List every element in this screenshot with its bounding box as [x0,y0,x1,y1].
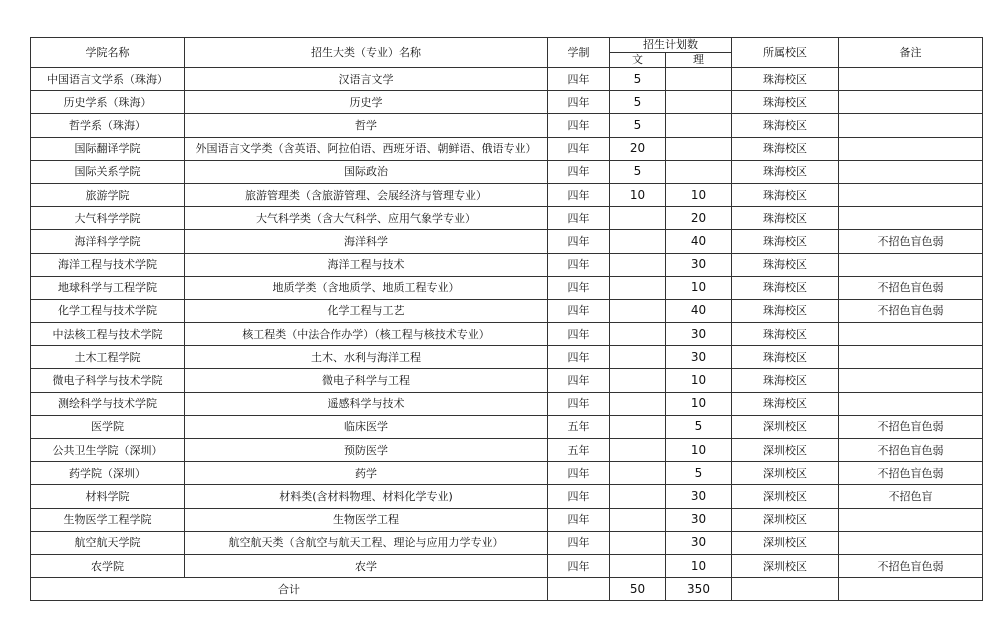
cell-duration: 四年 [548,508,610,531]
cell-arts [610,485,666,508]
table-row [31,299,983,322]
table-row [31,253,983,276]
cell-note: 不招色盲 [839,485,983,508]
cell-campus: 珠海校区 [732,299,839,322]
header-college: 学院名称 [31,38,185,68]
total-row [31,578,983,601]
cell-major: 遥感科学与技术 [185,392,548,415]
cell-major: 土木、水利与海洋工程 [185,346,548,369]
cell-duration: 四年 [548,68,610,91]
cell-science: 5 [666,415,732,438]
total-campus-empty [732,578,839,601]
table-row [31,114,983,137]
cell-science: 30 [666,531,732,554]
header-duration: 学制 [548,38,610,68]
cell-note [839,392,983,415]
cell-note [839,531,983,554]
total-note-empty [839,578,983,601]
cell-note: 不招色盲色弱 [839,276,983,299]
cell-college: 测绘科学与技术学院 [31,392,185,415]
cell-campus: 珠海校区 [732,392,839,415]
cell-arts: 20 [610,137,666,160]
cell-campus: 珠海校区 [732,91,839,114]
cell-duration: 四年 [548,554,610,577]
cell-major: 药学 [185,462,548,485]
cell-college: 地球科学与工程学院 [31,276,185,299]
cell-campus: 珠海校区 [732,68,839,91]
cell-college: 海洋工程与技术学院 [31,253,185,276]
cell-note [839,68,983,91]
cell-arts [610,299,666,322]
cell-duration: 四年 [548,299,610,322]
cell-campus: 珠海校区 [732,183,839,206]
table-row [31,68,983,91]
cell-campus: 深圳校区 [732,531,839,554]
cell-college: 中法核工程与技术学院 [31,323,185,346]
cell-college: 土木工程学院 [31,346,185,369]
cell-duration: 四年 [548,207,610,230]
table-row [31,346,983,369]
cell-arts [610,392,666,415]
total-arts: 50 [610,578,666,601]
cell-note [839,114,983,137]
cell-major: 生物医学工程 [185,508,548,531]
table-row [31,531,983,554]
cell-duration: 四年 [548,114,610,137]
cell-campus: 珠海校区 [732,137,839,160]
cell-college: 大气科学学院 [31,207,185,230]
table-row [31,369,983,392]
cell-duration: 五年 [548,439,610,462]
cell-campus: 深圳校区 [732,508,839,531]
header-major: 招生大类（专业）名称 [185,38,548,68]
table-row [31,323,983,346]
cell-note [839,137,983,160]
cell-campus: 珠海校区 [732,276,839,299]
cell-science [666,114,732,137]
table-row [31,508,983,531]
table-row [31,137,983,160]
cell-major: 外国语言文学类（含英语、阿拉伯语、西班牙语、朝鲜语、俄语专业） [185,137,548,160]
cell-note [839,160,983,183]
table-row [31,485,983,508]
cell-major: 海洋科学 [185,230,548,253]
cell-arts: 5 [610,114,666,137]
cell-note [839,91,983,114]
header-science: 理 [666,53,732,68]
cell-note: 不招色盲色弱 [839,230,983,253]
cell-major: 化学工程与工艺 [185,299,548,322]
cell-science: 5 [666,462,732,485]
cell-college: 医学院 [31,415,185,438]
cell-note [839,183,983,206]
cell-arts [610,415,666,438]
cell-arts [610,462,666,485]
table-row [31,230,983,253]
table-row [31,183,983,206]
cell-arts [610,207,666,230]
table-row [31,439,983,462]
cell-college: 中国语言文学系（珠海） [31,68,185,91]
table-row [31,462,983,485]
cell-note [839,508,983,531]
cell-science: 10 [666,554,732,577]
cell-arts: 5 [610,91,666,114]
table-row [31,415,983,438]
cell-science [666,160,732,183]
cell-major: 地质学类（含地质学、地质工程专业） [185,276,548,299]
cell-major: 航空航天类（含航空与航天工程、理论与应用力学专业） [185,531,548,554]
cell-science [666,91,732,114]
total-label: 合计 [31,578,548,601]
cell-major: 农学 [185,554,548,577]
cell-duration: 四年 [548,346,610,369]
cell-note [839,346,983,369]
cell-campus: 珠海校区 [732,346,839,369]
cell-note: 不招色盲色弱 [839,462,983,485]
cell-college: 生物医学工程学院 [31,508,185,531]
cell-campus: 深圳校区 [732,415,839,438]
cell-college: 国际翻译学院 [31,137,185,160]
cell-duration: 四年 [548,392,610,415]
cell-major: 临床医学 [185,415,548,438]
cell-college: 农学院 [31,554,185,577]
cell-note: 不招色盲色弱 [839,415,983,438]
cell-duration: 四年 [548,230,610,253]
cell-science: 30 [666,253,732,276]
cell-duration: 四年 [548,276,610,299]
cell-college: 微电子科学与技术学院 [31,369,185,392]
cell-campus: 珠海校区 [732,253,839,276]
table-row [31,554,983,577]
cell-duration: 四年 [548,323,610,346]
total-duration-empty [548,578,610,601]
cell-campus: 深圳校区 [732,485,839,508]
cell-arts [610,554,666,577]
cell-arts [610,369,666,392]
cell-college: 药学院（深圳） [31,462,185,485]
cell-science [666,137,732,160]
cell-arts [610,253,666,276]
cell-major: 大气科学类（含大气科学、应用气象学专业） [185,207,548,230]
cell-college: 材料学院 [31,485,185,508]
cell-note [839,323,983,346]
cell-campus: 深圳校区 [732,439,839,462]
cell-college: 化学工程与技术学院 [31,299,185,322]
cell-campus: 珠海校区 [732,114,839,137]
header-note: 备注 [839,38,983,68]
cell-science: 30 [666,485,732,508]
cell-science [666,68,732,91]
header-plan: 招生计划数 [610,38,732,53]
cell-duration: 四年 [548,183,610,206]
cell-duration: 四年 [548,531,610,554]
cell-campus: 深圳校区 [732,462,839,485]
cell-duration: 四年 [548,160,610,183]
cell-major: 核工程类（中法合作办学）（核工程与核技术专业） [185,323,548,346]
cell-science: 20 [666,207,732,230]
cell-note [839,369,983,392]
cell-college: 历史学系（珠海） [31,91,185,114]
table-row [31,276,983,299]
cell-science: 10 [666,183,732,206]
cell-note: 不招色盲色弱 [839,439,983,462]
header-row-1 [31,38,983,53]
cell-major: 海洋工程与技术 [185,253,548,276]
cell-college: 公共卫生学院（深圳） [31,439,185,462]
table-row [31,392,983,415]
cell-campus: 珠海校区 [732,207,839,230]
cell-campus: 珠海校区 [732,323,839,346]
cell-college: 航空航天学院 [31,531,185,554]
cell-science: 30 [666,346,732,369]
cell-arts: 5 [610,68,666,91]
cell-note [839,207,983,230]
cell-campus: 珠海校区 [732,160,839,183]
cell-campus: 珠海校区 [732,230,839,253]
table-row [31,160,983,183]
cell-science: 10 [666,392,732,415]
cell-major: 预防医学 [185,439,548,462]
cell-major: 哲学 [185,114,548,137]
table-row [31,91,983,114]
cell-science: 40 [666,230,732,253]
cell-duration: 四年 [548,369,610,392]
header-arts: 文 [610,53,666,68]
cell-arts: 10 [610,183,666,206]
cell-college: 哲学系（珠海） [31,114,185,137]
cell-arts: 5 [610,160,666,183]
cell-duration: 五年 [548,415,610,438]
cell-college: 海洋科学学院 [31,230,185,253]
cell-arts [610,346,666,369]
cell-arts [610,323,666,346]
cell-major: 微电子科学与工程 [185,369,548,392]
cell-science: 30 [666,323,732,346]
cell-arts [610,439,666,462]
cell-note: 不招色盲色弱 [839,554,983,577]
enrollment-plan-table [30,37,983,601]
table-row [31,207,983,230]
cell-major: 材料类(含材料物理、材料化学专业) [185,485,548,508]
cell-arts [610,276,666,299]
cell-duration: 四年 [548,485,610,508]
cell-major: 旅游管理类（含旅游管理、会展经济与管理专业） [185,183,548,206]
header-campus: 所属校区 [732,38,839,68]
cell-science: 10 [666,439,732,462]
cell-college: 旅游学院 [31,183,185,206]
cell-arts [610,230,666,253]
cell-duration: 四年 [548,462,610,485]
cell-arts [610,531,666,554]
cell-science: 10 [666,276,732,299]
cell-major: 历史学 [185,91,548,114]
cell-college: 国际关系学院 [31,160,185,183]
cell-major: 汉语言文学 [185,68,548,91]
cell-campus: 深圳校区 [732,554,839,577]
cell-arts [610,508,666,531]
cell-major: 国际政治 [185,160,548,183]
total-science: 350 [666,578,732,601]
cell-science: 10 [666,369,732,392]
cell-campus: 珠海校区 [732,369,839,392]
cell-note: 不招色盲色弱 [839,299,983,322]
cell-duration: 四年 [548,137,610,160]
cell-duration: 四年 [548,253,610,276]
cell-note [839,253,983,276]
cell-duration: 四年 [548,91,610,114]
cell-science: 30 [666,508,732,531]
cell-science: 40 [666,299,732,322]
